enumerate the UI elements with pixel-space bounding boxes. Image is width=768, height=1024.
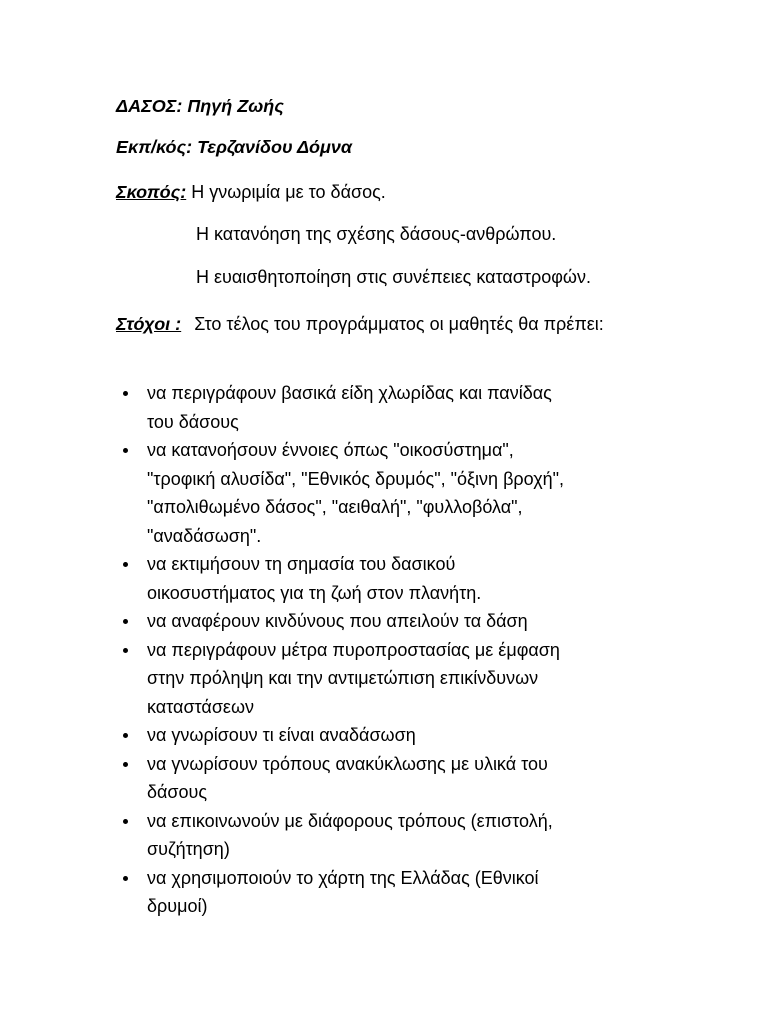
goal-item-line: να επικοινωνούν με διάφορους τρόπους (επιστολή,: [147, 810, 553, 831]
goals-label: Στόχοι :: [116, 314, 182, 334]
goal-item-line: να γνωρίσουν τρόπους ανακύκλωσης με υλικά του: [147, 753, 548, 774]
goal-item: [116, 750, 656, 807]
goals-intro: Στο τέλος του προγράμματος οι μαθητές θα πρέπει:: [194, 314, 604, 334]
goal-item: [116, 864, 656, 921]
bullet-icon: [123, 733, 128, 738]
goal-item-line: συζήτηση): [147, 839, 230, 859]
goal-item-line: "τροφική αλυσίδα", "Εθνικός δρυμός", "όξινη βροχή",: [147, 468, 565, 489]
goal-item-line: να περιγράφουν βασικά είδη χλωρίδας και πανίδας: [147, 383, 552, 403]
goals-intro-paragraph: [116, 310, 636, 339]
goal-item-line: να αναφέρουν κινδύνους που απειλούν τα δάση: [147, 611, 528, 631]
purpose-line-2: Η κατανόηση της σχέσης δάσους-ανθρώπου.: [196, 224, 557, 244]
purpose-first-line: [116, 180, 386, 204]
bullet-icon: [123, 448, 128, 453]
goal-item-line: στην πρόληψη και την αντιμετώπιση επικίνδυνων: [147, 668, 539, 688]
goal-item: [116, 721, 656, 750]
goal-item: [116, 379, 656, 436]
goal-item-line: οικοσυστήματος για τη ζωή στον πλανήτη.: [147, 582, 482, 603]
bullet-icon: [123, 562, 128, 567]
goal-item: [116, 607, 656, 636]
goal-item: [116, 807, 656, 864]
goal-item-line: να χρησιμοποιούν το χάρτη της Ελλάδας (Εθνικοί: [147, 867, 539, 888]
goal-item-line: καταστάσεων: [147, 696, 255, 717]
bullet-icon: [123, 762, 128, 767]
purpose-label: Σκοπός:: [116, 182, 187, 202]
goal-item-line: του δάσους: [147, 411, 239, 432]
goal-item-line: δάσους: [147, 782, 208, 802]
teacher-name: Εκπ/κός: Τερζανίδου Δόμνα: [116, 137, 353, 157]
goal-item-line: "απολιθωμένο δάσος", "αειθαλή", "φυλλοβόλα",: [147, 497, 523, 517]
goal-item-line: να κατανοήσουν έννοιες όπως "οικοσύστημα",: [147, 440, 514, 460]
bullet-icon: [123, 619, 128, 624]
goal-item-line: δρυμοί): [147, 896, 208, 916]
goals-list: [116, 379, 656, 921]
goal-item-line: να περιγράφουν μέτρα πυροπροστασίας με έμφαση: [147, 639, 560, 660]
goal-item: [116, 436, 656, 550]
goal-item-line: να γνωρίσουν τι είναι αναδάσωση: [147, 725, 416, 745]
goal-item: [116, 550, 656, 607]
goal-item: [116, 636, 656, 722]
document-title: ΔΑΣΟΣ: Πηγή Ζωής: [116, 96, 284, 116]
bullet-icon: [123, 819, 128, 824]
purpose-line-1: Η γνωριμία με το δάσος.: [191, 182, 386, 202]
bullet-icon: [123, 876, 128, 881]
bullet-icon: [123, 648, 128, 653]
bullet-icon: [123, 391, 128, 396]
goal-item-line: "αναδάσωση".: [147, 525, 262, 546]
purpose-line-3: Η ευαισθητοποίηση στις συνέπειες καταστροφών.: [196, 267, 591, 287]
goal-item-line: να εκτιμήσουν τη σημασία του δασικού: [147, 554, 456, 574]
